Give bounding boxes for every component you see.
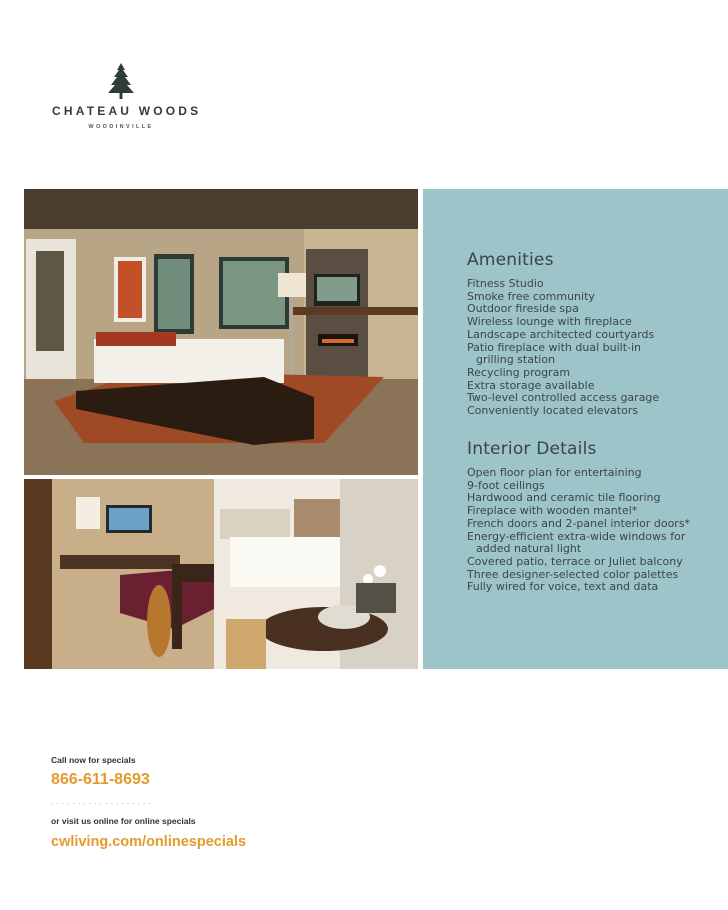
list-item: 9-foot ceilings <box>467 478 545 492</box>
list-item: Recycling program <box>467 365 571 379</box>
list-item: Fireplace with wooden mantel* <box>467 504 638 518</box>
interior-section <box>467 439 690 594</box>
list-item: Fitness Studio <box>467 277 544 290</box>
apartment-interior-photo <box>24 479 418 669</box>
living-room-photo <box>24 189 418 475</box>
list-item: Wireless lounge with fireplace <box>467 315 632 329</box>
amenities-list <box>467 278 659 418</box>
list-item: Extra storage available <box>467 378 595 392</box>
list-item: Conveniently located elevators <box>467 404 639 418</box>
online-label: or visit us online for online specials <box>51 816 196 826</box>
list-item: Fully wired for voice, text and data <box>467 580 659 594</box>
list-item: Smoke free community <box>467 289 595 303</box>
list-item: Patio fireplace with dual built-in <box>467 340 642 354</box>
dotted-divider: ................... <box>51 797 155 806</box>
list-item: French doors and 2-panel interior doors* <box>467 516 691 530</box>
list-item: added natural light <box>476 542 582 556</box>
brand-name: CHATEAU WOODS <box>52 104 202 118</box>
list-item: Open floor plan for entertaining <box>467 466 642 479</box>
tree-icon <box>106 62 136 100</box>
list-item: Energy-efficient extra-wide windows for <box>467 529 686 543</box>
list-item: Three designer-selected color palettes <box>467 567 679 581</box>
contact-block <box>51 755 246 850</box>
phone-number[interactable]: 866-611-8693 <box>51 771 150 788</box>
call-label: Call now for specials <box>51 755 136 765</box>
list-item: Two-level controlled access garage <box>467 391 660 405</box>
interior-heading: Interior Details <box>467 439 597 459</box>
brand-location: WOODINVILLE <box>88 124 154 130</box>
amenities-section <box>467 250 659 418</box>
list-item: grilling station <box>476 353 556 367</box>
interior-list <box>467 467 690 594</box>
list-item: Hardwood and ceramic tile flooring <box>467 491 661 505</box>
amenities-heading: Amenities <box>467 250 554 270</box>
brand-logo <box>52 62 202 130</box>
features-panel <box>423 189 728 669</box>
list-item: Landscape architected courtyards <box>467 327 655 341</box>
website-link[interactable]: cwliving.com/onlinespecials <box>51 834 247 850</box>
list-item: Covered patio, terrace or Juliet balcony <box>467 554 683 568</box>
list-item: Outdoor fireside spa <box>467 302 579 316</box>
